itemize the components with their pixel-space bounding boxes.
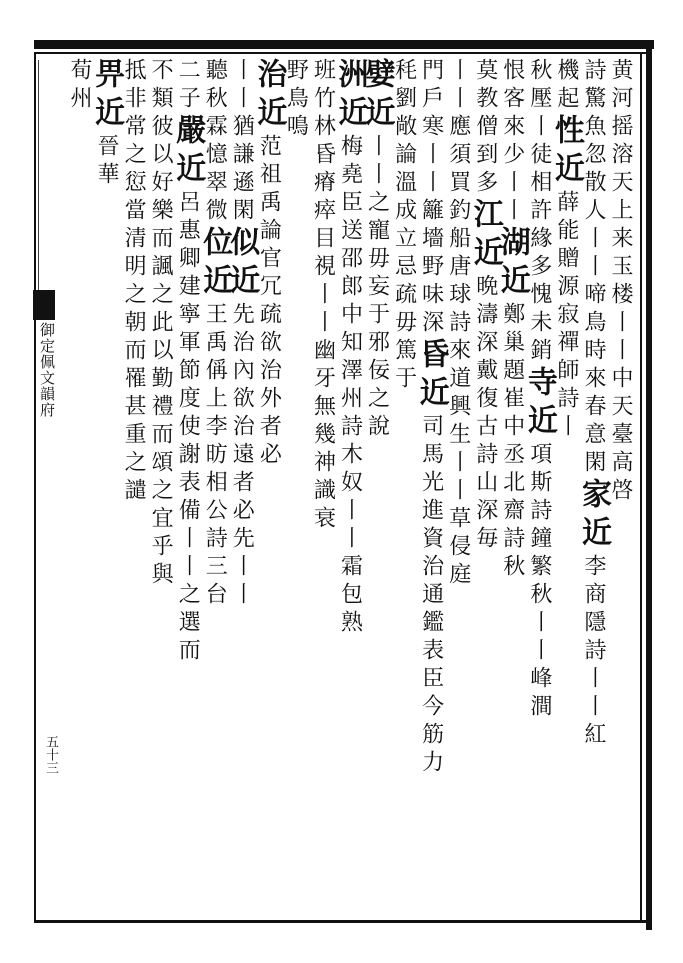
entry-text: 抵非常之愆當清明之朝而罹甚重之譴 [121,58,147,506]
text-column [467,58,503,554]
entry-text: 丨丨猶謙遜閑 [229,58,255,226]
entry-headword: 嬖近 [359,58,395,134]
entry-headword: 畀近 [89,58,125,134]
entry-text: 恨客來少丨丨 [499,58,525,226]
frame-top-border [34,40,654,49]
entry-text: 先治內欲治遠者必先丨丨 [229,302,255,610]
entry-text: 門戶寒丨丨籬墻野味深 [418,58,444,338]
text-column [170,58,206,666]
margin-folio-number: 五十三 [43,735,58,774]
entry-text: 荀州 [67,58,92,114]
entry-text: 秋壓丨徒相許緣多愧未銷 [526,58,552,366]
entry-text: 黄河摇溶天上来玉楼丨丨中天臺高啓 [608,58,633,506]
text-column [413,58,449,778]
entry-headword: 家近 [575,478,611,554]
text-column [307,58,337,534]
frame-right-inner-line [640,52,642,922]
frame-top-inner-line [34,52,650,54]
entry-text: 晩濤深戴復古詩山深毎 [472,274,498,554]
entry-text: 不類 [148,58,174,114]
margin-divider [34,52,36,920]
entry-text: 秏 [391,58,417,86]
margin-black-block [33,290,55,320]
entry-text: 班竹林昏 [310,58,336,170]
margin-book-title: 御定佩文韻府 [38,322,56,418]
fishtail-ornament [38,60,57,290]
entry-headword: 似近 [224,226,260,302]
frame-bottom-border [34,920,652,923]
entry-headword: 湖近 [494,226,530,302]
entry-text: 項斯詩鐘繁秋丨丨峰澗 [526,442,552,722]
entry-text: 李商隱詩丨丨紅 [580,554,606,750]
entry-text: 野鳥鳴 [283,58,309,142]
entry-headword: 嚴近 [170,114,206,190]
entry-text: 薛能贈源寂禪師詩丨 [553,190,579,442]
entry-text: 范祖禹論官冗疏欲治外者必 [256,134,282,470]
text-column [443,58,473,590]
text-column [605,58,635,506]
entry-text: 王禹偁上李昉相公詩三台 [202,302,228,610]
text-column [521,58,557,722]
entry-text: 二子 [175,58,201,114]
text-column [332,58,368,638]
entry-text: 呂惠卿建寧軍節度使謝表備丨丨之選而 [175,190,201,666]
entry-text: 瘠瘁目視丨丨幽牙無幾神識衰 [310,170,336,534]
entry-text: 來道興生丨丨草侵庭 [445,338,471,590]
entry-text: 丨丨之寵毋妄于邪佞之說 [364,134,390,442]
entry-text: 梅堯臣送邵郎中知澤州詩木奴丨丨霜包熟 [337,134,363,638]
entry-headword: 昏近 [413,338,449,414]
entry-text: 聽秋霖憶翠微 [202,58,228,226]
entry-headword: 寺近 [521,366,557,442]
entry-headword: 江近 [467,198,503,274]
entry-headword: 位近 [197,226,233,302]
entry-text: 司馬光進資治通鑑表臣今筋力 [418,414,444,778]
entry-text: 彼以好樂而諷之此以勤禮而頌之宜乎與 [148,114,174,590]
text-column [64,58,94,114]
entry-text: 丨丨應須買釣船唐球詩 [445,58,471,338]
entry-text: 詩驚魚忽散人丨丨啼鳥時來春意閑 [580,58,606,478]
text-column [89,58,125,190]
entry-headword: 治近 [251,58,287,134]
entry-headword: 性近 [548,114,584,190]
entry-text: 莫教僧到多 [472,58,498,198]
entry-text: 晉華 [94,134,120,190]
frame-right-border [646,40,652,930]
text-column [494,58,530,582]
text-column [145,58,175,590]
entry-text: 劉敞論溫成立忌疏毋篤于 [391,86,417,394]
entry-text: 鄭巢題崔中丞北齋詩秋 [499,302,525,582]
entry-text: 機起 [553,58,579,114]
text-column [224,58,260,610]
entry-headword: 洲近 [332,58,368,134]
